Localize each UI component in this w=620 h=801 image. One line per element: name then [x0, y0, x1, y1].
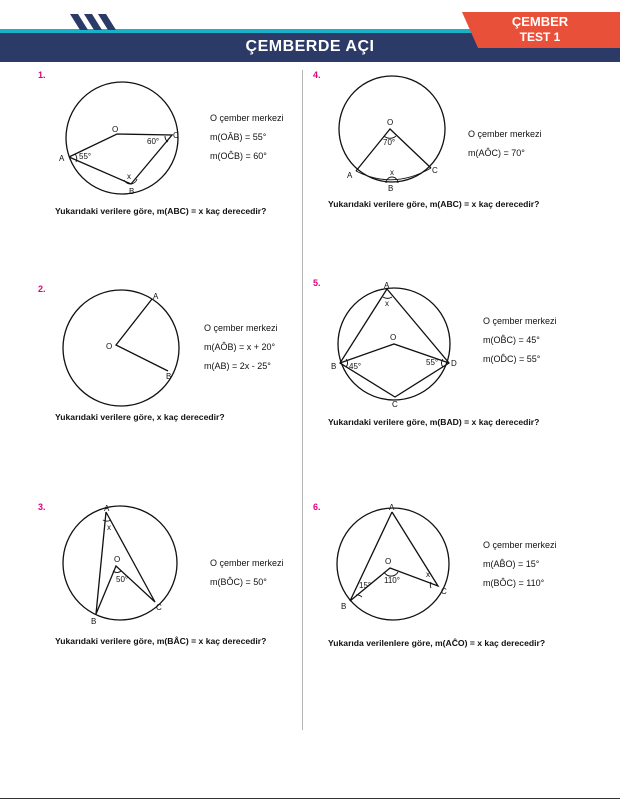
angle-label-50: 50°: [116, 575, 129, 584]
label-b: B: [91, 617, 97, 626]
label-b: B: [341, 602, 347, 611]
label-a: A: [104, 504, 110, 513]
angle-label-x: x: [426, 570, 430, 579]
problem-4-number: 4.: [313, 70, 321, 80]
problem-5-info: O çember merkezi m(OB̂C) = 45° m(OD̂C) = 55°: [483, 316, 557, 364]
angle-label-x: x: [390, 168, 394, 177]
angle-label-a: 55°: [79, 152, 92, 161]
problem-2-question: Yukarıdaki verilere göre, x kaç derecedir?: [55, 412, 225, 422]
footer-line: [0, 798, 620, 799]
angle-label-55: 55°: [426, 358, 439, 367]
label-b: B: [388, 184, 394, 193]
problem-1-question: Yukarıdaki verilere göre, m(ABC) = x kaç derecedir?: [55, 206, 267, 216]
problem-5-figure: [328, 280, 468, 410]
problem-3-info: O çember merkezi m(BÔC) = 50°: [210, 558, 284, 587]
problem-5-number: 5.: [313, 278, 321, 288]
label-b: B: [129, 187, 135, 196]
angle-label-x: x: [385, 299, 389, 308]
angle-label-70: 70°: [383, 138, 396, 147]
label-o: O: [114, 555, 121, 564]
problem-1-info: O çember merkezi m(OÂB) = 55° m(OĈB) = 60°: [210, 113, 284, 161]
angle-label-110: 110°: [384, 576, 400, 585]
label-o: O: [385, 557, 392, 566]
angle-label-45: 45°: [349, 362, 362, 371]
problem-5-question: Yukarıdaki verilere göre, m(BAD) = x kaç derecedir?: [328, 417, 540, 427]
problem-6-info: O çember merkezi m(AB̂O) = 15° m(BÔC) = 110°: [483, 540, 557, 588]
label-c: C: [432, 166, 438, 175]
label-o: O: [112, 125, 119, 134]
problem-3-figure: [55, 500, 195, 630]
label-a: A: [384, 281, 390, 290]
problem-1-number: 1.: [38, 70, 46, 80]
label-o: O: [106, 342, 113, 351]
angle-label-x: x: [107, 523, 111, 532]
label-d: D: [451, 359, 457, 368]
label-b: B: [331, 362, 337, 371]
angle-label-c: 60°: [147, 137, 160, 146]
label-o: O: [390, 333, 397, 342]
test-badge-subject: ÇEMBER: [511, 14, 569, 29]
label-a: A: [59, 154, 65, 163]
label-a: A: [347, 171, 353, 180]
label-o: O: [387, 118, 394, 127]
problem-2-info: O çember merkezi m(AÔB) = x + 20° m(AB) = 2x - 25°: [204, 323, 278, 371]
label-c: C: [156, 603, 162, 612]
problem-4-question: Yukarıdaki verilere göre, m(ABC) = x kaç derecedir?: [328, 199, 540, 209]
angle-label-15: 15°: [359, 581, 372, 590]
problem-2-number: 2.: [38, 284, 46, 294]
problem-6-number: 6.: [313, 502, 321, 512]
problem-3-question: Yukarıdaki verilere göre, m(BÂC) = x kaç derecedir?: [55, 636, 267, 646]
label-c: C: [441, 587, 447, 596]
test-badge-number: TEST 1: [519, 30, 561, 44]
problem-1-figure: [55, 76, 195, 206]
column-divider: [302, 70, 303, 730]
problem-4-figure: [328, 74, 468, 199]
problem-6-question: Yukarıda verilenlere göre, m(AĈO) = x kaç derecedir?: [328, 638, 546, 648]
problem-4-info: O çember merkezi m(AÔC) = 70°: [468, 129, 542, 158]
page-title: ÇEMBERDE AÇI: [245, 38, 375, 55]
problem-6-figure: [328, 502, 468, 632]
label-c: C: [173, 131, 179, 140]
label-c: C: [392, 400, 398, 409]
problem-3-number: 3.: [38, 502, 46, 512]
angle-label-x: x: [127, 172, 131, 181]
label-a: A: [153, 292, 159, 301]
problem-2-figure: [55, 284, 195, 414]
label-a: A: [389, 503, 395, 512]
label-b: B: [166, 372, 172, 381]
